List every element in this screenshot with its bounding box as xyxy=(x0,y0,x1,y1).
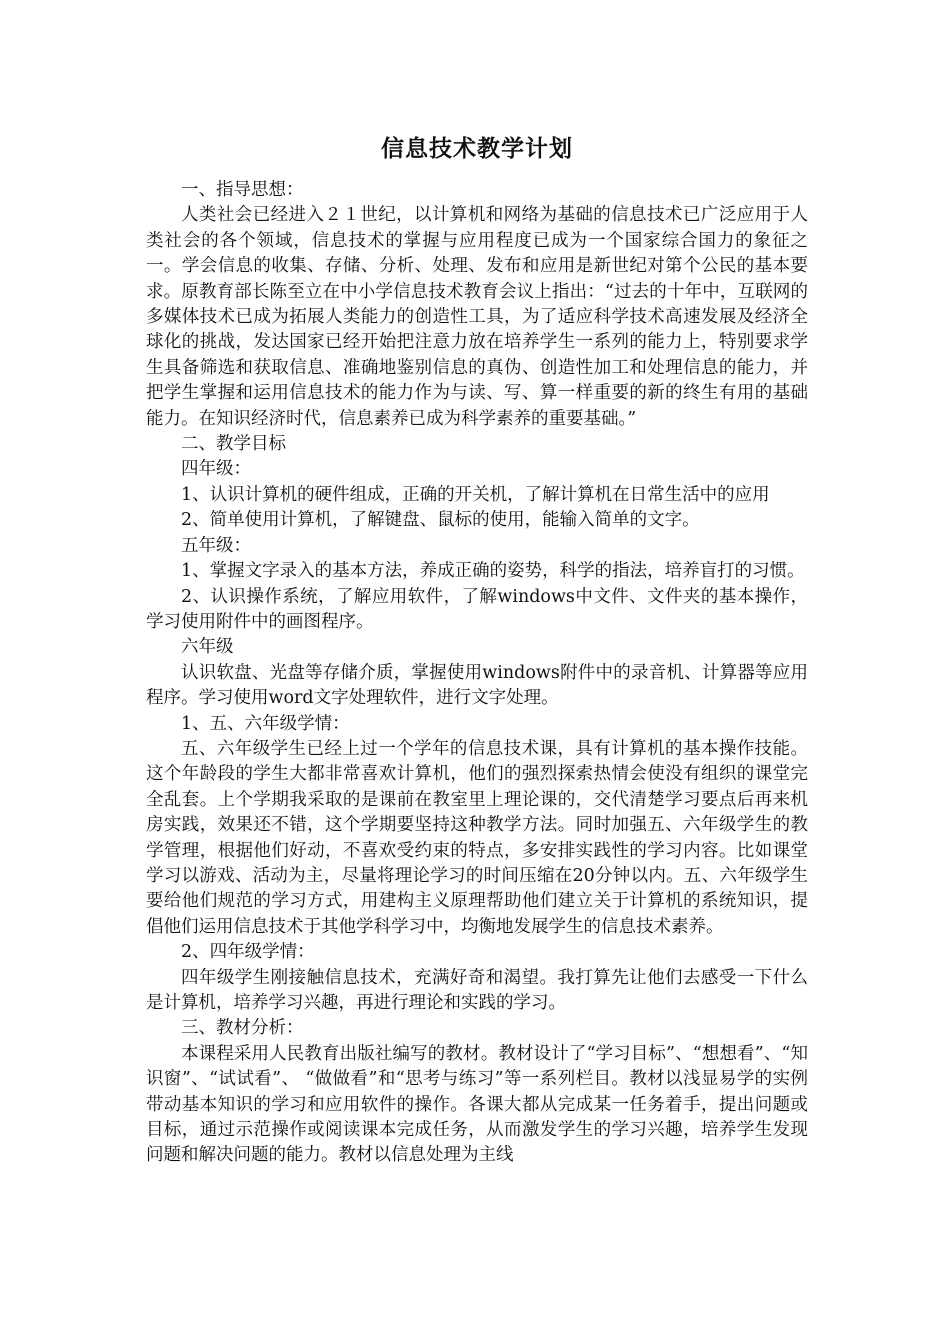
learning-situation-grade56-heading: 1、五、六年级学情： xyxy=(181,713,350,734)
textbook-analysis-paragraph: 本课程采用人民教育出版社编写的教材。教材设计了“学习目标”、“想想看”、“知识窗”、“试试看”、 “做做看”和“思考与练习”等一系列栏目。教材以浅显易学的实例带动基本知识的学习和应用软件的操作。各课大都从完成某一任务着手，提出问题或目标，通过示范操作或阅读课本完成任务，从而激发学生的学习兴趣，培养学生发现问题和解决问题的能力。教材以信息处理为主线 xyxy=(146,1043,808,1166)
section-heading-guiding-thought: 一、指导思想： xyxy=(181,180,304,200)
learning-situation-grade56-paragraph: 五、六年级学生已经上过一个学年的信息技术课，具有计算机的基本操作技能。这个年龄段的学生大都非常喜欢计算机，他们的强烈探索热情会使没有组织的课堂完全乱套。上个学期我采取的是课前在教室里上理论课的，交代清楚学习要点后再来机房实践，效果还不错，这个学期要坚持这种教学方法。同时加强五、六年级学生的教学管理，根据他们好动，不喜欢受约束的特点，多安排实践性的学习内容。比如课堂学习以游戏、活动为主，尽量将理论学习的时间压缩在20分钟以内。五、六年级学生要给他们规范的学习方式，用建构主义原理帮助他们建立关于计算机的系统知识，提倡他们运用信息技术于其他学科学习中，均衡地发展学生的信息技术素养。 xyxy=(146,738,808,937)
grade4-goal-2: 2、简单使用计算机，了解键盘、鼠标的使用，能输入简单的文字。 xyxy=(181,510,700,531)
document-title: 信息技术教学计划 xyxy=(381,136,573,162)
learning-situation-grade4-paragraph: 四年级学生刚接触信息技术，充满好奇和渴望。我打算先让他们去感受一下什么是计算机，培养学习兴趣，再进行理论和实践的学习。 xyxy=(146,967,808,1013)
grade6-heading: 六年级 xyxy=(181,637,234,658)
document-page xyxy=(146,132,808,1169)
grade5-goal-2: 2、认识操作系统，了解应用软件，了解windows中文件、文件夹的基本操作，学习使用附件中的画图程序。 xyxy=(146,586,808,632)
grade4-heading: 四年级： xyxy=(181,459,251,480)
learning-situation-grade4-heading: 2、四年级学情： xyxy=(181,942,315,963)
grade4-goal-1: 1、认识计算机的硬件组成，正确的开关机，了解计算机在日常生活中的应用 xyxy=(181,484,770,505)
guiding-thought-paragraph: 人类社会已经进入２１世纪，以计算机和网络为基础的信息技术已广泛应用于人类社会的各个领域，信息技术的掌握与应用程度已成为一个国家综合国力的象征之一。学会信息的收集、存储、分析、处理、发布和应用是新世纪对第个公民的基本要求。原教育部长陈至立在中小学信息技术教育会议上指出：“过去的十年中，互联网的多媒体技术已成为拓展人类能力的创造性工具，为了适应科学技术高速发展及经济全球化的挑战，发达国家已经开始把注意力放在培养学生一系列的能力上，特别要求学生具备筛选和获取信息、准确地鉴别信息的真伪、创造性加工和处理信息的能力，并把学生掌握和运用信息技术的能力作为与读、写、算一样重要的新的终生有用的基础能力。在知识经济时代，信息素养已成为科学素养的重要基础。” xyxy=(146,205,808,429)
grade5-goal-1: 1、掌握文字录入的基本方法，养成正确的姿势，科学的指法，培养盲打的习惯。 xyxy=(181,561,805,582)
grade6-goal-paragraph: 认识软盘、光盘等存储介质，掌握使用windows附件中的录音机、计算器等应用程序。学习使用word文字处理软件，进行文字处理。 xyxy=(146,662,808,709)
grade5-heading: 五年级： xyxy=(181,535,251,556)
section-heading-textbook-analysis: 三、教材分析： xyxy=(181,1018,304,1039)
section-heading-teaching-goals: 二、教学目标 xyxy=(181,434,286,455)
